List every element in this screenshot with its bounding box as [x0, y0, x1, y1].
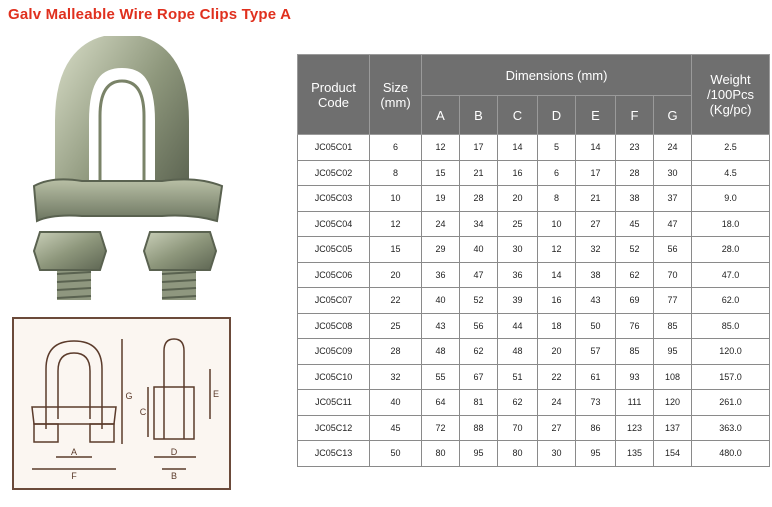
cell-d: 30: [538, 441, 576, 467]
cell-e: 43: [576, 288, 616, 314]
header-size: Size (mm): [370, 55, 422, 135]
cell-weight: 363.0: [692, 415, 770, 441]
cell-size: 45: [370, 415, 422, 441]
cell-b: 28: [460, 186, 498, 212]
cell-code: JC05C05: [298, 237, 370, 263]
table-row: [298, 415, 770, 441]
cell-a: 36: [422, 262, 460, 288]
header-product-code: Product Code: [298, 55, 370, 135]
cell-g: 77: [654, 288, 692, 314]
cell-b: 88: [460, 415, 498, 441]
cell-weight: 4.5: [692, 160, 770, 186]
header-weight: Weight /100Pcs (Kg/pc): [692, 55, 770, 135]
cell-size: 28: [370, 339, 422, 365]
cell-code: JC05C01: [298, 135, 370, 161]
cell-size: 12: [370, 211, 422, 237]
cell-g: 56: [654, 237, 692, 263]
cell-g: 95: [654, 339, 692, 365]
cell-b: 47: [460, 262, 498, 288]
table-row: [298, 339, 770, 365]
header-dimensions: Dimensions (mm): [422, 55, 692, 96]
header-dim-c: C: [498, 96, 538, 135]
table-row: [298, 135, 770, 161]
cell-e: 95: [576, 441, 616, 467]
wire-rope-clip-photo: [12, 36, 252, 304]
cell-d: 10: [538, 211, 576, 237]
cell-c: 20: [498, 186, 538, 212]
cell-e: 32: [576, 237, 616, 263]
table-row: [298, 288, 770, 314]
cell-c: 70: [498, 415, 538, 441]
table-row: [298, 313, 770, 339]
cell-e: 57: [576, 339, 616, 365]
cell-weight: 62.0: [692, 288, 770, 314]
cell-size: 25: [370, 313, 422, 339]
drawing-label-f: F: [71, 471, 77, 481]
cell-d: 18: [538, 313, 576, 339]
cell-a: 29: [422, 237, 460, 263]
cell-c: 25: [498, 211, 538, 237]
table-row: [298, 441, 770, 467]
cell-code: JC05C02: [298, 160, 370, 186]
cell-code: JC05C10: [298, 364, 370, 390]
cell-f: 111: [616, 390, 654, 416]
cell-d: 6: [538, 160, 576, 186]
cell-size: 22: [370, 288, 422, 314]
cell-code: JC05C13: [298, 441, 370, 467]
cell-a: 15: [422, 160, 460, 186]
cell-a: 72: [422, 415, 460, 441]
cell-c: 16: [498, 160, 538, 186]
cell-a: 12: [422, 135, 460, 161]
cell-e: 86: [576, 415, 616, 441]
cell-b: 34: [460, 211, 498, 237]
cell-d: 24: [538, 390, 576, 416]
cell-a: 55: [422, 364, 460, 390]
cell-c: 14: [498, 135, 538, 161]
cell-b: 17: [460, 135, 498, 161]
cell-g: 85: [654, 313, 692, 339]
cell-d: 12: [538, 237, 576, 263]
header-dim-a: A: [422, 96, 460, 135]
cell-c: 62: [498, 390, 538, 416]
cell-g: 108: [654, 364, 692, 390]
cell-a: 19: [422, 186, 460, 212]
cell-weight: 28.0: [692, 237, 770, 263]
cell-f: 135: [616, 441, 654, 467]
cell-g: 24: [654, 135, 692, 161]
cell-a: 40: [422, 288, 460, 314]
cell-g: 154: [654, 441, 692, 467]
cell-e: 27: [576, 211, 616, 237]
cell-size: 50: [370, 441, 422, 467]
drawing-label-g: G: [125, 391, 133, 401]
drawing-label-b: B: [170, 471, 178, 481]
cell-f: 76: [616, 313, 654, 339]
cell-f: 23: [616, 135, 654, 161]
cell-f: 52: [616, 237, 654, 263]
cell-g: 47: [654, 211, 692, 237]
cell-f: 123: [616, 415, 654, 441]
cell-b: 21: [460, 160, 498, 186]
cell-size: 40: [370, 390, 422, 416]
cell-e: 38: [576, 262, 616, 288]
cell-e: 73: [576, 390, 616, 416]
cell-c: 36: [498, 262, 538, 288]
cell-b: 62: [460, 339, 498, 365]
cell-a: 48: [422, 339, 460, 365]
cell-e: 61: [576, 364, 616, 390]
table-row: [298, 211, 770, 237]
cell-e: 21: [576, 186, 616, 212]
cell-code: JC05C04: [298, 211, 370, 237]
cell-d: 5: [538, 135, 576, 161]
cell-f: 85: [616, 339, 654, 365]
cell-b: 52: [460, 288, 498, 314]
cell-f: 38: [616, 186, 654, 212]
cell-size: 15: [370, 237, 422, 263]
cell-c: 30: [498, 237, 538, 263]
cell-a: 24: [422, 211, 460, 237]
cell-c: 44: [498, 313, 538, 339]
cell-b: 40: [460, 237, 498, 263]
cell-e: 14: [576, 135, 616, 161]
cell-weight: 18.0: [692, 211, 770, 237]
cell-g: 70: [654, 262, 692, 288]
cell-a: 80: [422, 441, 460, 467]
table-row: [298, 262, 770, 288]
cell-weight: 47.0: [692, 262, 770, 288]
cell-g: 120: [654, 390, 692, 416]
cell-size: 8: [370, 160, 422, 186]
cell-weight: 9.0: [692, 186, 770, 212]
cell-b: 81: [460, 390, 498, 416]
cell-d: 27: [538, 415, 576, 441]
cell-weight: 261.0: [692, 390, 770, 416]
header-dim-g: G: [654, 96, 692, 135]
cell-f: 45: [616, 211, 654, 237]
cell-weight: 120.0: [692, 339, 770, 365]
cell-g: 137: [654, 415, 692, 441]
cell-size: 32: [370, 364, 422, 390]
cell-c: 80: [498, 441, 538, 467]
cell-d: 8: [538, 186, 576, 212]
cell-size: 20: [370, 262, 422, 288]
cell-b: 56: [460, 313, 498, 339]
header-dim-b: B: [460, 96, 498, 135]
cell-g: 30: [654, 160, 692, 186]
cell-size: 10: [370, 186, 422, 212]
cell-code: JC05C11: [298, 390, 370, 416]
table-row: [298, 390, 770, 416]
cell-d: 14: [538, 262, 576, 288]
cell-f: 69: [616, 288, 654, 314]
cell-code: JC05C12: [298, 415, 370, 441]
cell-size: 6: [370, 135, 422, 161]
table-body: [298, 135, 770, 467]
header-dim-f: F: [616, 96, 654, 135]
table-row: [298, 237, 770, 263]
cell-code: JC05C03: [298, 186, 370, 212]
cell-g: 37: [654, 186, 692, 212]
drawing-label-e: E: [212, 389, 220, 399]
cell-f: 62: [616, 262, 654, 288]
drawing-label-a: A: [70, 447, 78, 457]
cell-e: 50: [576, 313, 616, 339]
cell-a: 64: [422, 390, 460, 416]
table-row: [298, 364, 770, 390]
cell-d: 22: [538, 364, 576, 390]
dimension-drawing: [12, 317, 231, 490]
cell-code: JC05C06: [298, 262, 370, 288]
cell-code: JC05C07: [298, 288, 370, 314]
header-dim-d: D: [538, 96, 576, 135]
cell-f: 28: [616, 160, 654, 186]
cell-d: 16: [538, 288, 576, 314]
cell-weight: 2.5: [692, 135, 770, 161]
cell-f: 93: [616, 364, 654, 390]
header-dim-e: E: [576, 96, 616, 135]
cell-b: 67: [460, 364, 498, 390]
cell-code: JC05C08: [298, 313, 370, 339]
cell-weight: 85.0: [692, 313, 770, 339]
page-title: Galv Malleable Wire Rope Clips Type A: [8, 6, 292, 23]
cell-code: JC05C09: [298, 339, 370, 365]
cell-b: 95: [460, 441, 498, 467]
table-row: [298, 186, 770, 212]
cell-c: 51: [498, 364, 538, 390]
cell-weight: 157.0: [692, 364, 770, 390]
cell-c: 39: [498, 288, 538, 314]
cell-a: 43: [422, 313, 460, 339]
drawing-label-d: D: [170, 447, 178, 457]
specification-table: [297, 54, 770, 467]
drawing-label-c: C: [139, 407, 147, 417]
cell-e: 17: [576, 160, 616, 186]
cell-c: 48: [498, 339, 538, 365]
cell-d: 20: [538, 339, 576, 365]
cell-weight: 480.0: [692, 441, 770, 467]
table-row: [298, 160, 770, 186]
